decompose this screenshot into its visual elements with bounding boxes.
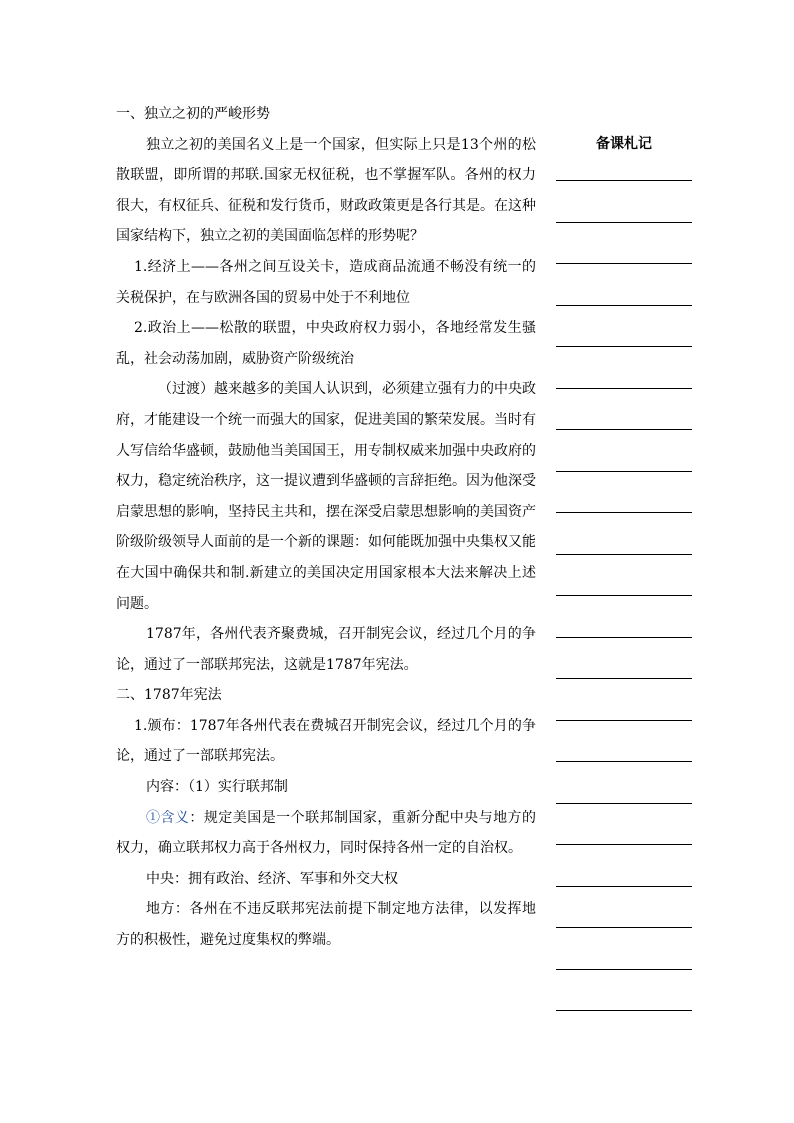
note-line <box>556 637 692 638</box>
note-line <box>556 471 692 472</box>
note-line <box>556 844 692 845</box>
note-line <box>556 927 692 928</box>
meaning-label: ①含义 <box>146 809 190 826</box>
note-line <box>556 346 692 347</box>
lesson-notes-title: 备课札记 <box>596 136 652 152</box>
section2-meaning <box>116 803 536 864</box>
main-content <box>116 99 536 956</box>
section2-central: 中央：拥有政治、经济、军事和外交大权 <box>146 870 398 887</box>
section2-promulgation: 1.颁布：1787年各州代表在费城召开制宪会议，经过几个月的争论，通过了一部联邦宪法。 <box>116 717 536 765</box>
section1-point2: 2.政治上——松散的联盟，中央政府权力弱小，各地经常发生骚乱，社会动荡加剧，威胁资产阶级统治 <box>116 320 536 367</box>
section1-intro: 独立之初的美国名义上是一个国家，但实际上只是13个州的松散联盟，即所谓的邦联.国家无权征税，也不掌握军队。各州的权力很大，有权征兵、征税和发行货币，财政政策更是各行其是。在这种国家结构下，独立之初的美国面临怎样的形势呢？ <box>116 136 536 245</box>
section2-content-label: 内容：（1）实行联邦制 <box>146 779 288 796</box>
meaning-text: ：规定美国是一个联邦制国家，重新分配中央与地方的权力，确立联邦权力高于各州权力，同时保持各州一定的自治权。 <box>116 809 537 857</box>
section1-convention: 1787年，各州代表齐聚费城，召开制宪会议，经过几个月的争论，通过了一部联邦宪法，这就是1787年宪法。 <box>116 626 536 673</box>
section1-point1: 1.经济上——各州之间互设关卡，造成商品流通不畅没有统一的关税保护，在与欧洲各国的贸易中处于不利地位 <box>116 258 536 306</box>
section1-transition: （过渡）越来越多的美国人认识到，必须建立强有力的中央政府，才能建设一个统一而强大的国家，促进美国的繁荣发展。当时有人写信给华盛顿，鼓励他当美国国王，用专制权威来加强中央政府的权力，稳定统治秩序，这一提议遭到华盛顿的言辞拒绝。因为他深受启蒙思想的影响，坚持民主共和，摆在深受启蒙思想影响的美国资产阶级阶级领导人面前的是一个新的课题：如何能既加强中央集权又能在大国中确保共和制.新建立的美国决定用国家根本大法来解决上述问题。 <box>116 381 536 612</box>
note-line <box>556 720 692 721</box>
note-line <box>556 429 692 430</box>
section2-local: 地方：各州在不违反联邦宪法前提下制定地方法律，以发挥地方的积极性，避免过度集权的弊端。 <box>116 901 536 949</box>
note-line <box>556 512 692 513</box>
note-line <box>556 554 692 555</box>
note-line <box>556 1010 692 1011</box>
note-line <box>556 886 692 887</box>
lesson-notes-sidebar <box>556 130 692 158</box>
note-line <box>556 180 692 181</box>
note-line <box>556 305 692 306</box>
note-line <box>556 969 692 970</box>
section1-heading: 一、独立之初的严峻形势 <box>116 106 270 122</box>
note-line <box>556 263 692 264</box>
note-line <box>556 761 692 762</box>
note-line <box>556 803 692 804</box>
section2-heading: 二、1787年宪法 <box>116 687 222 704</box>
note-line <box>556 595 692 596</box>
note-line <box>556 222 692 223</box>
note-line <box>556 678 692 679</box>
note-line <box>556 388 692 389</box>
